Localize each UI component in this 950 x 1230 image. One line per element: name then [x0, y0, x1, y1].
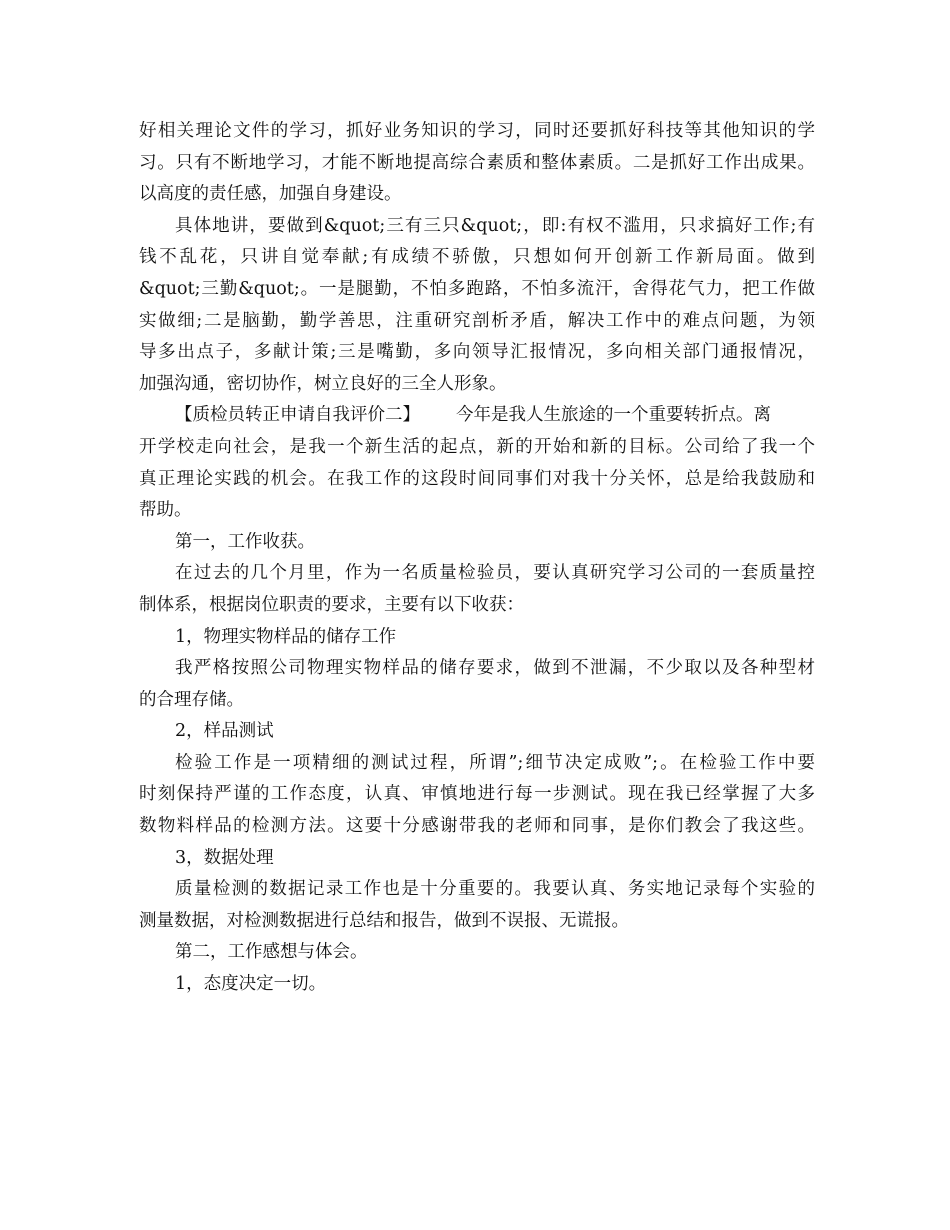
text-line: 制体系，根据岗位职责的要求，主要有以下收获：: [139, 594, 524, 615]
text-line: 时刻保持严谨的工作态度，认真、审慎地进行每一步测试。现在我已经掌握了大多: [139, 784, 815, 805]
text-line: 测量数据，对检测数据进行总结和报告，做到不误报、无谎报。: [139, 910, 629, 931]
text-line: 质量检测的数据记录工作也是十分重要的。我要认真、务实地记录每个实验的: [175, 879, 815, 900]
subheading-line: 第二，工作感想与体会。: [175, 942, 368, 963]
text-line: 的合理存储。: [139, 689, 244, 710]
subheading-line: 第一，工作收获。: [175, 531, 315, 552]
text-line: 习。只有不断地学习，才能不断地提高综合素质和整体素质。二是抓好工作出成果。: [139, 152, 815, 173]
section-heading-line: [139, 400, 815, 432]
text-line: 帮助。: [139, 500, 192, 521]
text-line: 在过去的几个月里，作为一名质量检验员，要认真研究学习公司的一套质量控: [175, 563, 815, 584]
text-line: 好相关理论文件的学习，抓好业务知识的学习，同时还要抓好科技等其他知识的学: [139, 121, 815, 141]
text-line: 钱不乱花，只讲自觉奉献;有成绩不骄傲，只想如何开创新工作新局面。做到: [139, 247, 815, 268]
subheading-line: 1，态度决定一切。: [175, 974, 327, 995]
text-line: 数物料样品的检测方法。这要十分感谢带我的老师和同事，是你们教会了我这些。: [139, 816, 815, 837]
text-fragment: 今年是我人生旅途的一个重要转折点。离: [456, 405, 771, 426]
document-body: [139, 116, 815, 1001]
subheading-line: 2，样品测试: [175, 721, 274, 742]
text-line: 具体地讲，要做到&quot;三有三只&quot;，即:有权不滥用，只求搞好工作;有: [175, 215, 815, 236]
subheading-line: 3，数据处理: [175, 847, 274, 868]
section-heading: 【质检员转正申请自我评价二】: [175, 405, 420, 426]
text-line: 以高度的责任感，加强自身建设。: [139, 184, 402, 205]
text-line: 真正理论实践的机会。在我工作的这段时间同事们对我十分关怀，总是给我鼓励和: [139, 468, 815, 489]
text-line: 实做细;二是脑勤，勤学善思，注重研究剖析矛盾，解决工作中的难点问题，为领: [139, 310, 815, 331]
text-line: 加强沟通，密切协作，树立良好的三全人形象。: [139, 373, 507, 394]
text-line: 开学校走向社会，是我一个新生活的起点，新的开始和新的目标。公司给了我一个: [139, 436, 815, 457]
text-line: 我严格按照公司物理实物样品的储存要求，做到不泄漏，不少取以及各种型材: [175, 658, 815, 679]
text-line: 导多出点子，多献计策;三是嘴勤，多向领导汇报情况，多向相关部门通报情况，: [139, 342, 815, 363]
text-line: 检验工作是一项精细的测试过程，所谓”;细节决定成败”;。在检验工作中要: [175, 752, 815, 773]
text-line: &quot;三勤&quot;。一是腿勤，不怕多跑路，不怕多流汗，舍得花气力，把工作做: [139, 278, 815, 299]
subheading-line: 1，物理实物样品的储存工作: [175, 626, 397, 647]
